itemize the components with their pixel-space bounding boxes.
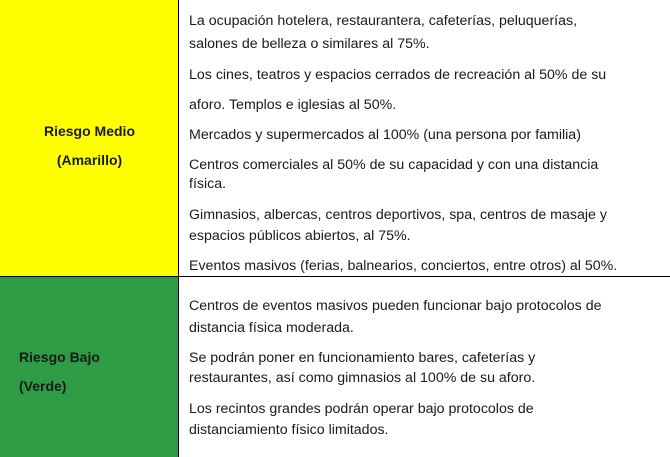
measure-line: Centros de eventos masivos pueden funcionar bajo protocolos de <box>189 298 602 314</box>
measure-line: espacios públicos abiertos, al 75%. <box>189 228 411 244</box>
measure-line: Se podrán poner en funcionamiento bares, cafeterías y <box>189 350 536 366</box>
risk-level-label <box>0 117 179 175</box>
measure-line: distancia física moderada. <box>189 320 354 336</box>
measure-line: Centros comerciales al 50% de su capacidad y con una distancia <box>189 157 599 173</box>
measure-line: Mercados y supermercados al 100% (una persona por familia) <box>189 127 581 143</box>
risk-row-low <box>0 276 670 457</box>
measures-cell <box>180 0 670 276</box>
measure-line: aforo. Templos e iglesias al 50%. <box>189 97 397 113</box>
risk-level-cell <box>0 0 179 276</box>
risk-level-cell <box>0 277 179 457</box>
measure-line: distanciamiento físico limitados. <box>189 422 389 438</box>
risk-level-name: Riesgo Bajo <box>19 349 100 365</box>
risk-level-label <box>19 343 100 401</box>
measure-line: Los recintos grandes podrán operar bajo protocolos de <box>189 401 534 417</box>
measure-line: física. <box>189 176 227 192</box>
risk-level-color: (Verde) <box>19 378 67 394</box>
measure-line: Gimnasios, albercas, centros deportivos, spa, centros de masaje y <box>189 207 607 223</box>
measure-line: restaurantes, así como gimnasios al 100% de su aforo. <box>189 370 536 386</box>
risk-level-color: (Amarillo) <box>56 152 123 168</box>
measure-line: salones de belleza o similares al 75%. <box>189 36 430 52</box>
measures-cell <box>180 277 670 457</box>
measure-line: Los cines, teatros y espacios cerrados de recreación al 50% de su <box>189 67 607 83</box>
risk-level-name: Riesgo Medio <box>43 123 135 139</box>
measure-line: Eventos masivos (ferias, balnearios, conciertos, entre otros) al 50%. <box>189 258 618 274</box>
measure-line: La ocupación hotelera, restaurantera, cafeterías, peluquerías, <box>189 13 578 29</box>
